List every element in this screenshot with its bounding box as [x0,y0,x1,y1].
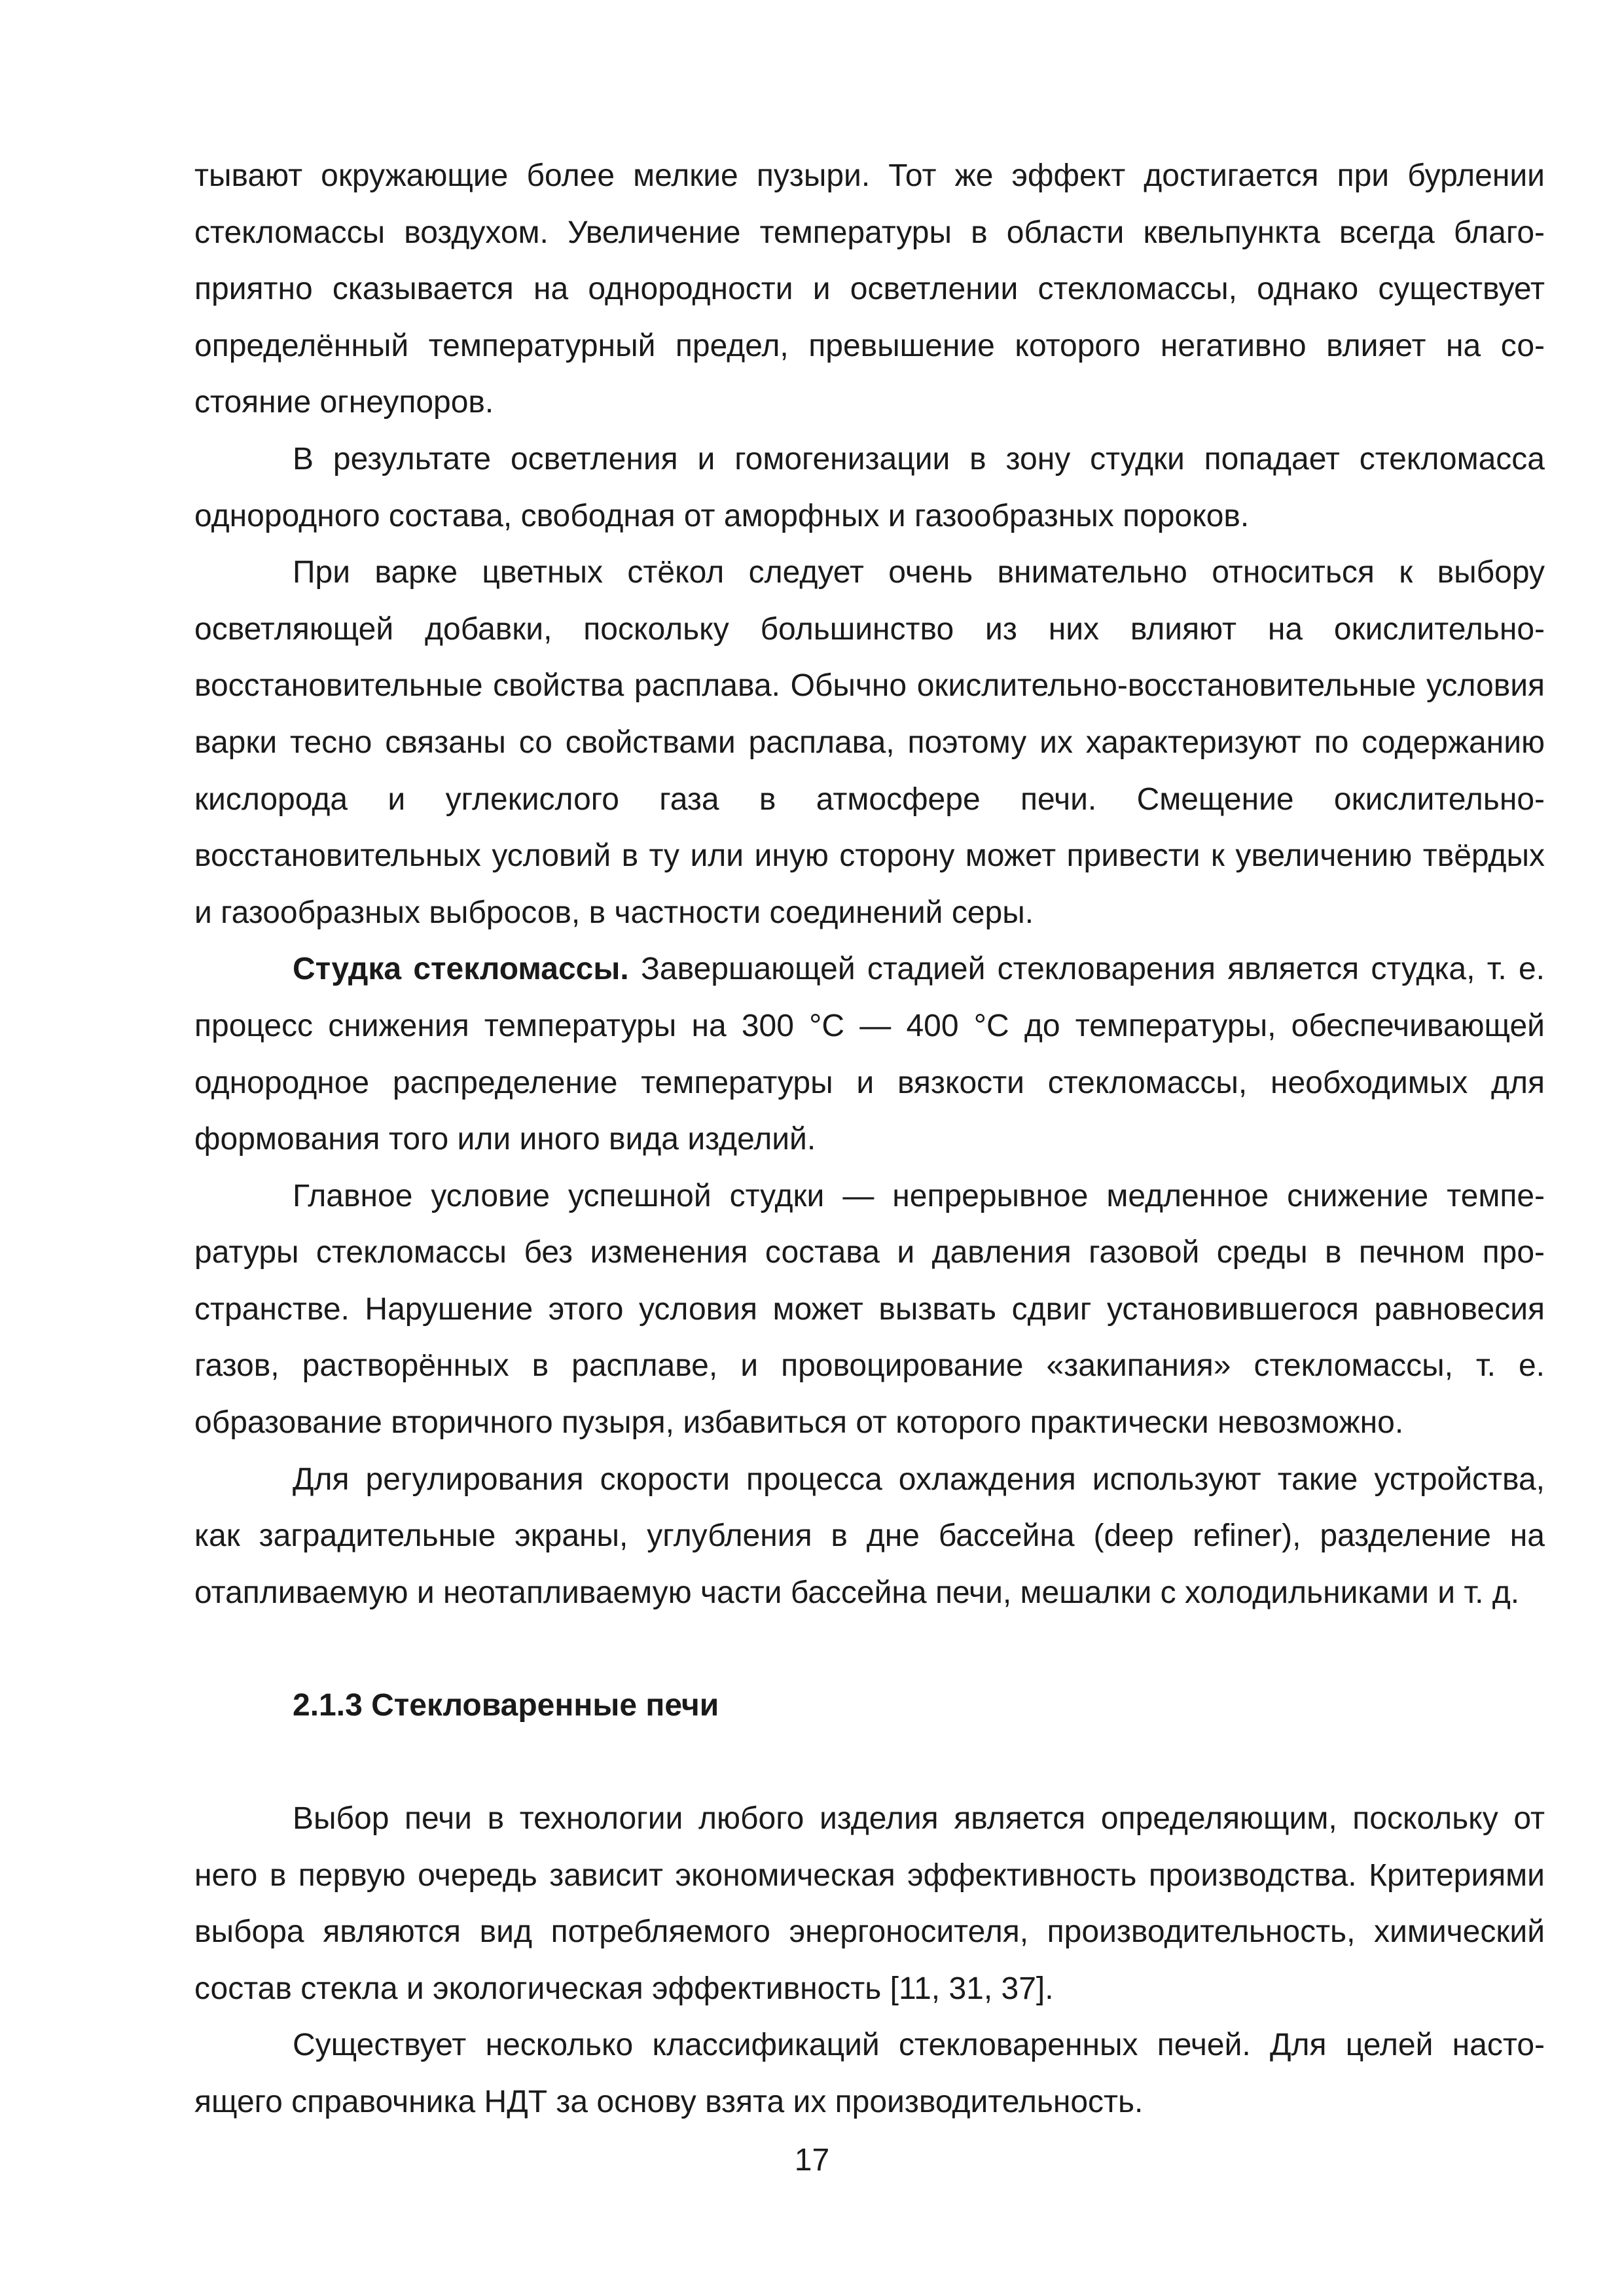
studka-text: Завершающей стадией стекловарения является студка, т. е. процесс снижения температуры на 300 °C — 400 °C до температуры, обеспечивающей однородное распределение температуры и вязкости стекломассы, необходимых для формования того или иного вида изделий. [194,952,1545,1157]
spacer [194,1621,1545,1677]
paragraph-colored-glass: При варке цветных стёкол следует очень внимательно относиться к выбору осветляющей добавки, поскольку большинство из них влияют на окислительно-восстановительные свойства расплава. Обычно окислительно-восстановительные условия варки тесно связаны со свойствами расплава, поэтому их характеризуют по содержанию кислорода и углекислого газа в атмосфере печи. Смещение окислительно-восстановительных условий в ту или иную сторону может привести к увеличению твёрдых и газообразных выбросов, в частности соединений серы. [194,555,1545,930]
paragraph-continuation: тывают окружающие более мелкие пузыри. Тот же эффект достигается при бурлении стекломассы воздухом. Увеличение температуры в области квельпункта всегда благоприятно сказывается на однородности и осветлении стекломассы, однако существует определённый температурный предел, превышение которого негативно влияет на состояние огнеупоров. [194,158,1545,420]
section-heading: 2.1.3 Стекловаренные печи [293,1688,719,1723]
paragraph-furnace-choice: Выбор печи в технологии любого изделия является определяющим, поскольку от него в первую очередь зависит экономическая эффективность производства. Критериями выбора являются вид потребляемого энергоносителя, производительность, химический состав стекла и экологическая эффективность [11, 31, 37]. [194,1801,1545,2006]
paragraph-cooling-regulation: Для регулирования скорости процесса охлаждения используют такие устройства, как заградительные экраны, углубления в дне бассейна (deep refiner), разделение на отапливаемую и неотапливаемую части бассейна печи, мешалки с холодильниками и т. д. [194,1462,1545,1610]
page-number: 17 [794,2143,830,2178]
paragraph-refining-result: В результате осветления и гомогенизации в зону студки попадает стекломасса однородного состава, свободная от аморфных и газообразных пороков. [194,441,1545,533]
paragraph-furnace-classification: Существует несколько классификаций стекловаренных печей. Для целей настоящего справочника НДТ за основу взята их производительность. [194,2028,1545,2119]
page-body [194,148,1545,2131]
paragraph-studka-condition: Главное условие успешной студки — непрерывное медленное снижение температуры стекломассы без изменения состава и давления газовой среды в печном пространстве. Нарушение этого условия может вызвать сдвиг установившегося равновесия газов, растворённых в расплаве, и провоцирование «закипания» стекломассы, т. е. образование вторичного пузыря, избавиться от которого практически невозможно. [194,1178,1545,1441]
spacer [194,1734,1545,1791]
studka-bold-lead: Студка стекломассы. [293,952,629,987]
paragraph-studka [194,941,1545,1168]
